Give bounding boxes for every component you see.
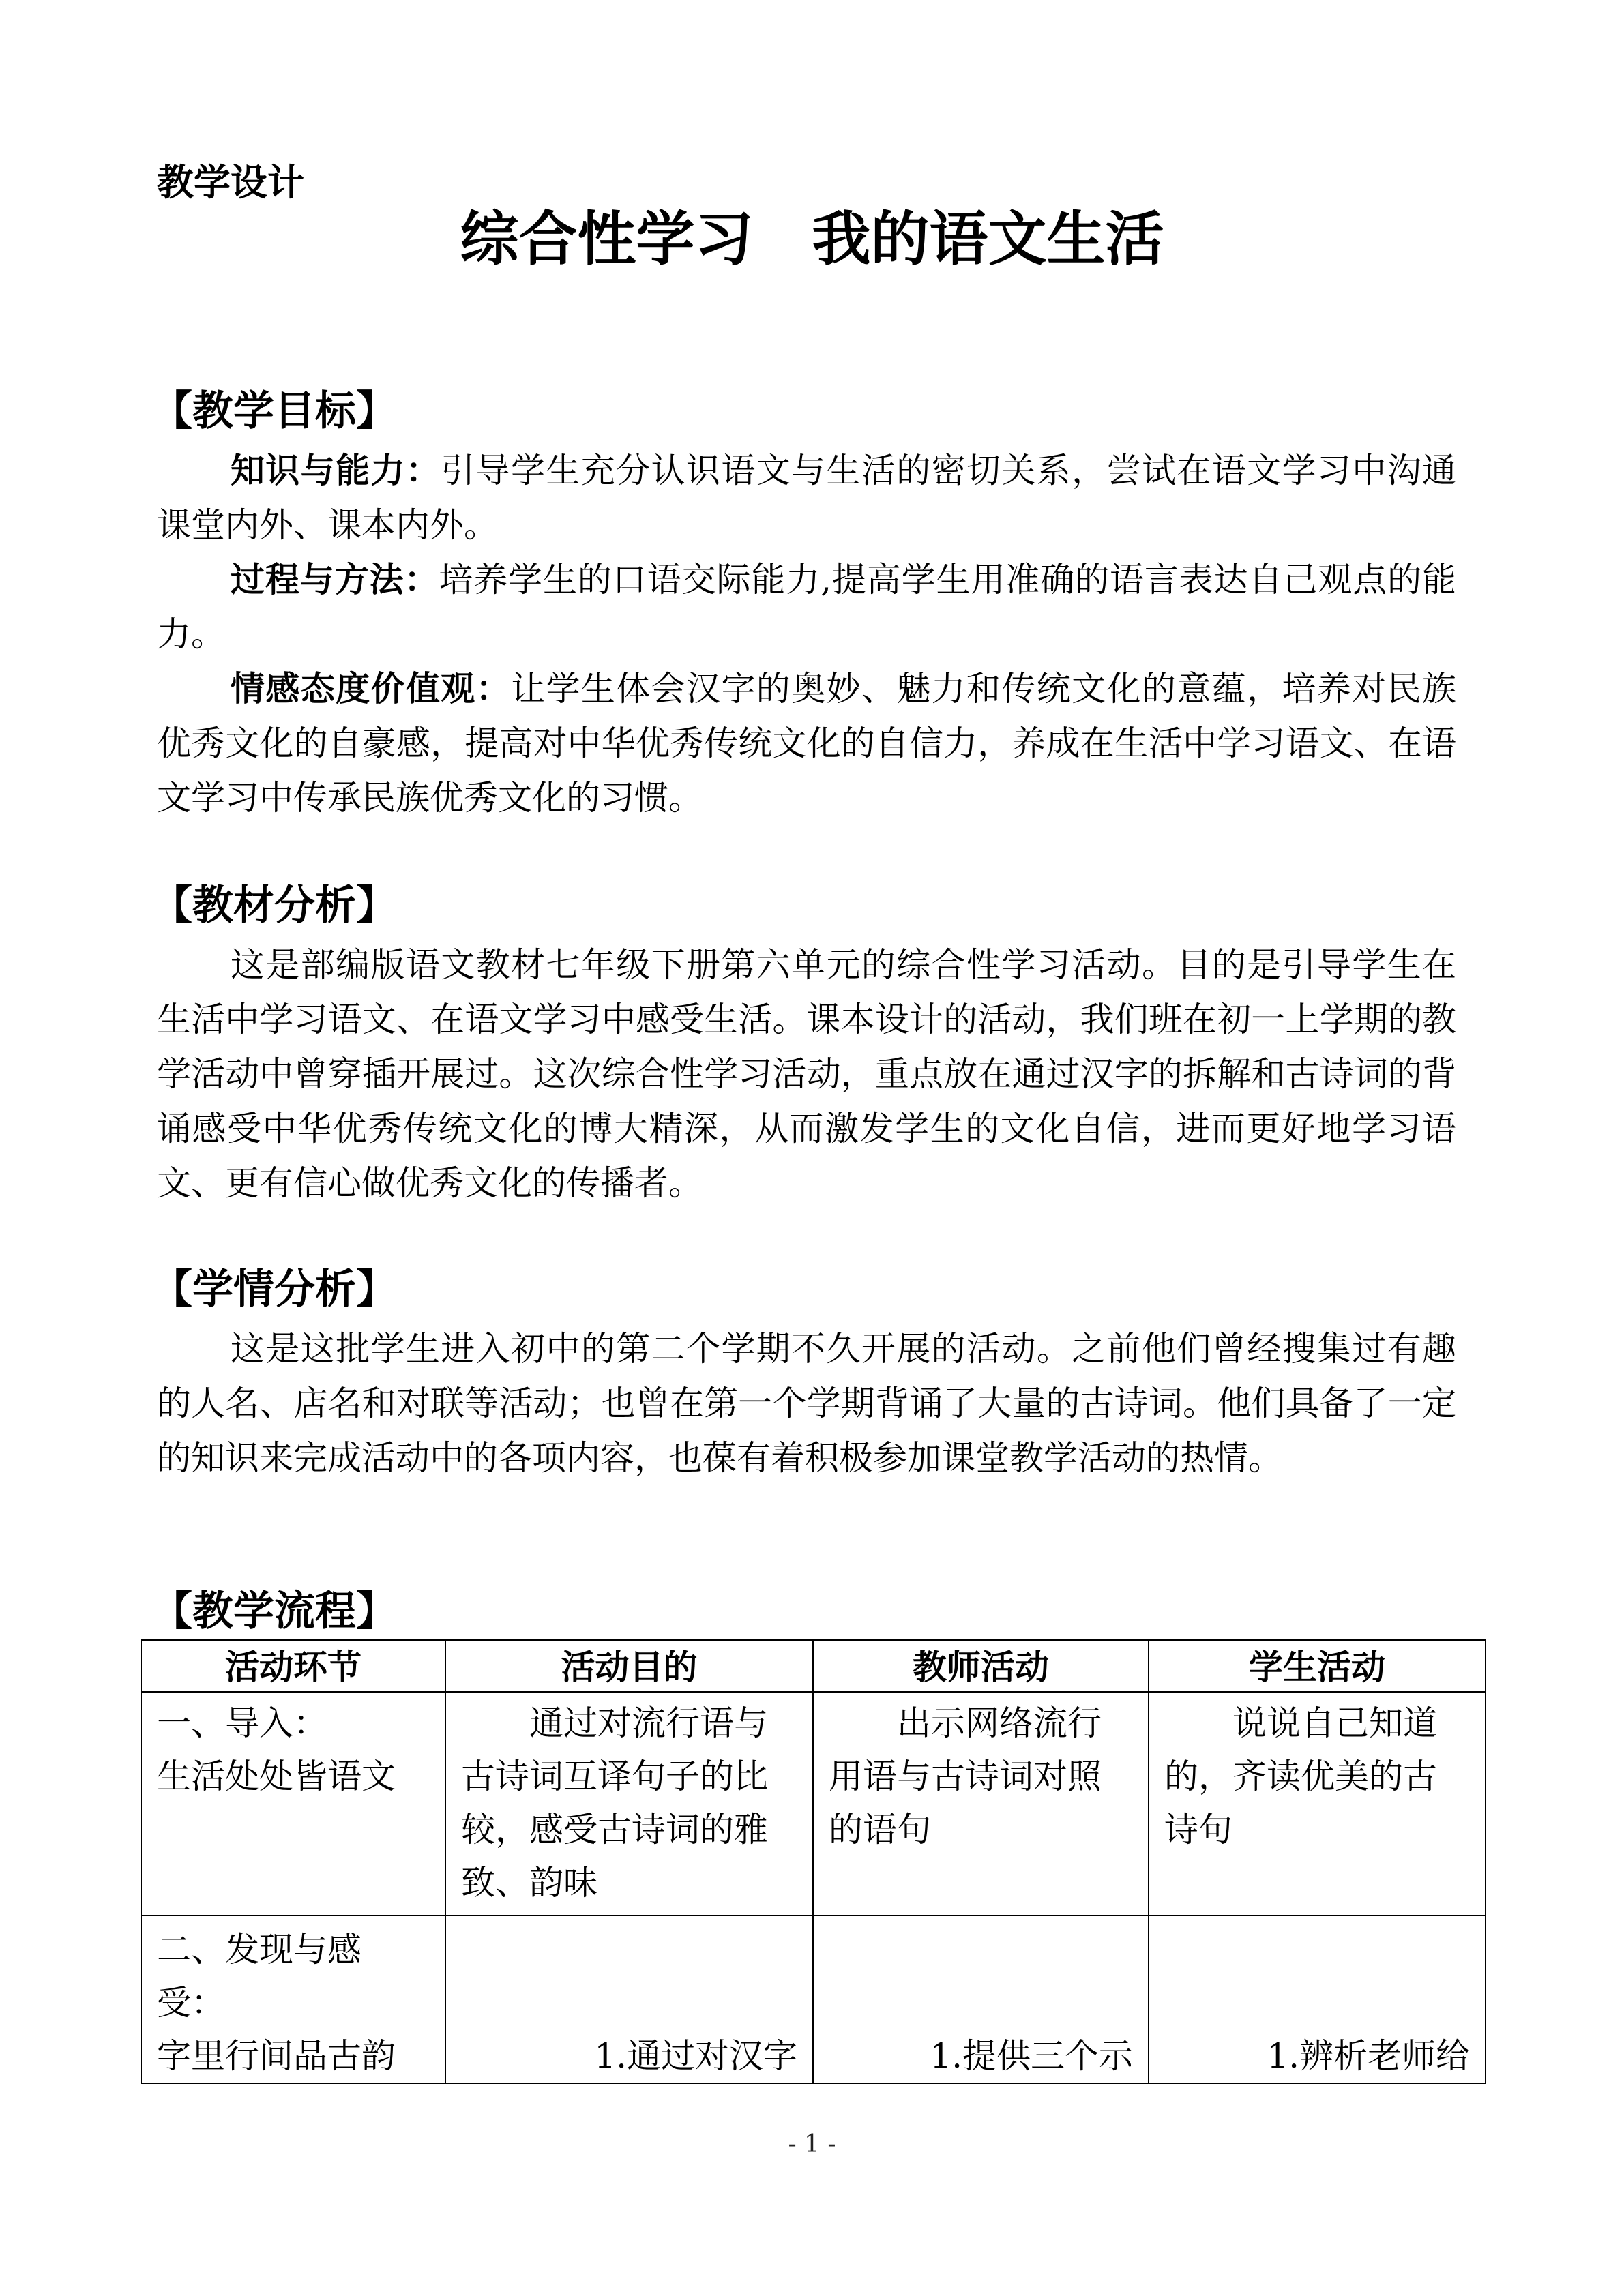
teacher-activity-cell	[813, 1692, 1149, 1915]
table-row	[141, 1692, 1486, 1915]
goal-values-term: 情感态度价值观：	[231, 669, 512, 709]
student-activity-text: 说说自己知道的，齐读优美的古诗句	[1164, 1703, 1437, 1849]
teaching-goals-section	[151, 382, 1457, 825]
table-row	[141, 1915, 1486, 2083]
stage-line: 二、发现与感	[157, 1930, 361, 1969]
teacher-activity-cell: 1.提供三个示	[813, 1915, 1149, 2083]
table-header-row	[141, 1640, 1486, 1692]
student-analysis-heading: 【学情分析】	[151, 1266, 397, 1313]
goal-knowledge	[157, 443, 1456, 552]
teaching-flow-section	[151, 1582, 1456, 1643]
purpose-cell	[445, 1692, 813, 1915]
column-header-teacher: 教师活动	[813, 1640, 1149, 1692]
textbook-analysis-text: 这是部编版语文教材七年级下册第六单元的综合性学习活动。目的是引导学生在生活中学习语文、在语文学习中感受生活。课本设计的活动，我们班在初一上学期的教学活动中曾穿插开展过。这次综合性学习活动，重点放在通过汉字的拆解和古诗词的背诵感受中华优秀传统文化的博大精深，从而激发学生的文化自信，进而更好地学习语文、更有信心做优秀文化的传播者。	[157, 945, 1456, 1203]
teaching-goals-heading: 【教学目标】	[151, 387, 397, 435]
page-number: - 1 -	[788, 2130, 836, 2158]
stage-line: 一、导入：	[157, 1703, 327, 1743]
student-activity-cell	[1149, 1692, 1486, 1915]
stage-cell	[141, 1692, 445, 1915]
textbook-analysis-section	[151, 876, 1456, 1210]
teaching-flow-table	[141, 1639, 1486, 2084]
teaching-flow-heading: 【教学流程】	[151, 1587, 397, 1635]
goal-values-text: 让学生体会汉字的奥妙、魅力和传统文化的意蕴，培养对民族优秀文化的自豪感，提高对中华优秀传统文化的自信力，养成在生活中学习语文、在语文学习中传承民族优秀文化的习惯。	[157, 669, 1457, 818]
goal-values	[157, 661, 1456, 825]
goal-knowledge-term: 知识与能力：	[231, 451, 441, 490]
goal-process-text: 培养学生的口语交际能力,提高学生用准确的语言表达自己观点的能力。	[157, 560, 1456, 654]
student-analysis-section	[151, 1260, 1456, 1485]
goal-process	[157, 552, 1456, 661]
purpose-text: 通过对流行语与古诗词互译句子的比较，感受古诗词的雅致、韵味	[461, 1703, 768, 1903]
page-title: 综合性学习 我的语文生活	[460, 205, 1164, 273]
goal-process-term: 过程与方法：	[231, 560, 439, 599]
stage-line: 受：	[157, 1983, 225, 2023]
column-header-student: 学生活动	[1149, 1640, 1486, 1692]
stage-cell	[141, 1915, 445, 2083]
stage-line: 字里行间品古韵	[157, 2036, 396, 2076]
column-header-stage: 活动环节	[141, 1640, 445, 1692]
stage-line: 生活处处皆语文	[157, 1757, 396, 1796]
student-activity-cell: 1.辨析老师给	[1149, 1915, 1486, 2083]
student-analysis-text: 这是这批学生进入初中的第二个学期不久开展的活动。之前他们曾经搜集过有趣的人名、店名和对联等活动；也曾在第一个学期背诵了大量的古诗词。他们具备了一定的知识来完成活动中的各项内容，也葆有着积极参加课堂教学活动的热情。	[157, 1329, 1456, 1478]
goal-knowledge-text: 引导学生充分认识语文与生活的密切关系，尝试在语文学习中沟通课堂内外、课本内外。	[157, 451, 1457, 545]
document-type-label: 教学设计	[157, 161, 304, 204]
column-header-purpose: 活动目的	[445, 1640, 813, 1692]
purpose-cell: 1.通过对汉字	[445, 1915, 813, 2083]
textbook-analysis-heading: 【教材分析】	[151, 882, 397, 929]
teacher-activity-text: 出示网络流行用语与古诗词对照的语句	[829, 1703, 1102, 1849]
